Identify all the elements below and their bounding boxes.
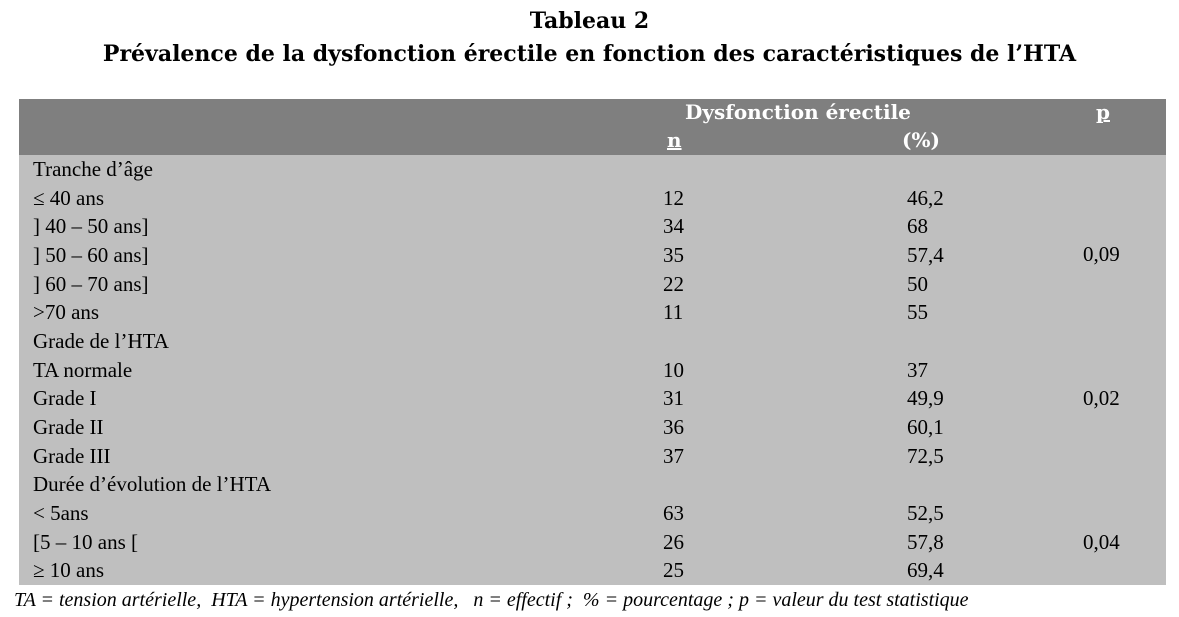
p-value-grade: 0,02 xyxy=(1083,386,1120,410)
row-n: 25 xyxy=(663,558,684,583)
table-row xyxy=(19,212,1166,241)
row-label: Grade I xyxy=(33,386,97,411)
table-row xyxy=(19,356,1166,385)
prevalence-table xyxy=(19,99,1166,585)
row-percent: 55 xyxy=(907,300,928,325)
row-percent: 50 xyxy=(907,271,928,296)
row-label: >70 ans xyxy=(33,300,100,325)
row-label: Tranche d’âge xyxy=(33,157,153,181)
table-row xyxy=(19,384,1166,413)
row-percent: 57,4 xyxy=(907,242,944,267)
table-row xyxy=(19,241,1166,270)
row-n: 37 xyxy=(663,443,684,468)
row-n: 26 xyxy=(663,529,684,554)
row-n: 34 xyxy=(663,214,684,239)
table-row xyxy=(19,499,1166,528)
table-footnote: TA = tension artérielle, HTA = hypertension artérielle, n = effectif ; % = pourcentage ; p = valeur du test statistique xyxy=(14,589,969,611)
table-subtitle: Prévalence de la dysfonction érectile en fonction des caractéristiques de l’HTA xyxy=(102,41,1077,67)
table-title: Tableau 2 xyxy=(529,8,650,34)
row-n: 63 xyxy=(663,500,684,525)
row-percent: 37 xyxy=(907,357,928,382)
row-percent: 52,5 xyxy=(907,500,944,525)
p-value-duration: 0,04 xyxy=(1083,530,1120,554)
row-label: Durée d’évolution de l’HTA xyxy=(33,472,271,497)
row-label: ] 50 – 60 ans] xyxy=(33,242,149,267)
row-label: ] 60 – 70 ans] xyxy=(33,271,149,296)
row-n: 35 xyxy=(663,242,684,267)
row-percent: 72,5 xyxy=(907,443,944,468)
table-header xyxy=(19,99,1166,155)
table-row xyxy=(19,528,1166,557)
row-label: Grade de l’HTA xyxy=(33,328,169,353)
table-row xyxy=(19,270,1166,299)
row-percent: 57,8 xyxy=(907,529,944,554)
row-label: TA normale xyxy=(33,357,133,382)
table-row xyxy=(19,184,1166,213)
row-n: 12 xyxy=(663,185,684,210)
row-label: Grade III xyxy=(33,443,111,468)
table-row xyxy=(19,413,1166,442)
row-percent: 60,1 xyxy=(907,414,944,439)
header-n: n xyxy=(667,128,682,152)
header-percent: (%) xyxy=(902,128,940,152)
row-percent: 46,2 xyxy=(907,185,944,210)
row-n: 36 xyxy=(663,414,684,439)
row-n: 11 xyxy=(663,300,684,325)
row-percent: 69,4 xyxy=(907,558,944,583)
row-label: Grade II xyxy=(33,414,104,439)
row-n: 31 xyxy=(663,386,684,411)
table-row xyxy=(19,155,1166,184)
header-dysfonction-erectile: Dysfonction érectile xyxy=(685,100,911,124)
row-n: 10 xyxy=(663,357,684,382)
row-n: 22 xyxy=(663,271,684,296)
row-label: < 5ans xyxy=(33,500,89,525)
table-row xyxy=(19,470,1166,499)
header-p: p xyxy=(1096,100,1110,124)
table-body xyxy=(19,155,1166,585)
table-row xyxy=(19,298,1166,327)
table-row xyxy=(19,556,1166,585)
p-value-age: 0,09 xyxy=(1083,242,1120,266)
row-label: ] 40 – 50 ans] xyxy=(33,214,149,239)
table-row xyxy=(19,327,1166,356)
row-percent: 49,9 xyxy=(907,386,944,411)
row-percent: 68 xyxy=(907,214,928,239)
row-label: [5 – 10 ans [ xyxy=(33,529,138,554)
table-row xyxy=(19,442,1166,471)
row-label: ≥ 10 ans xyxy=(33,558,105,583)
row-label: ≤ 40 ans xyxy=(33,185,105,210)
